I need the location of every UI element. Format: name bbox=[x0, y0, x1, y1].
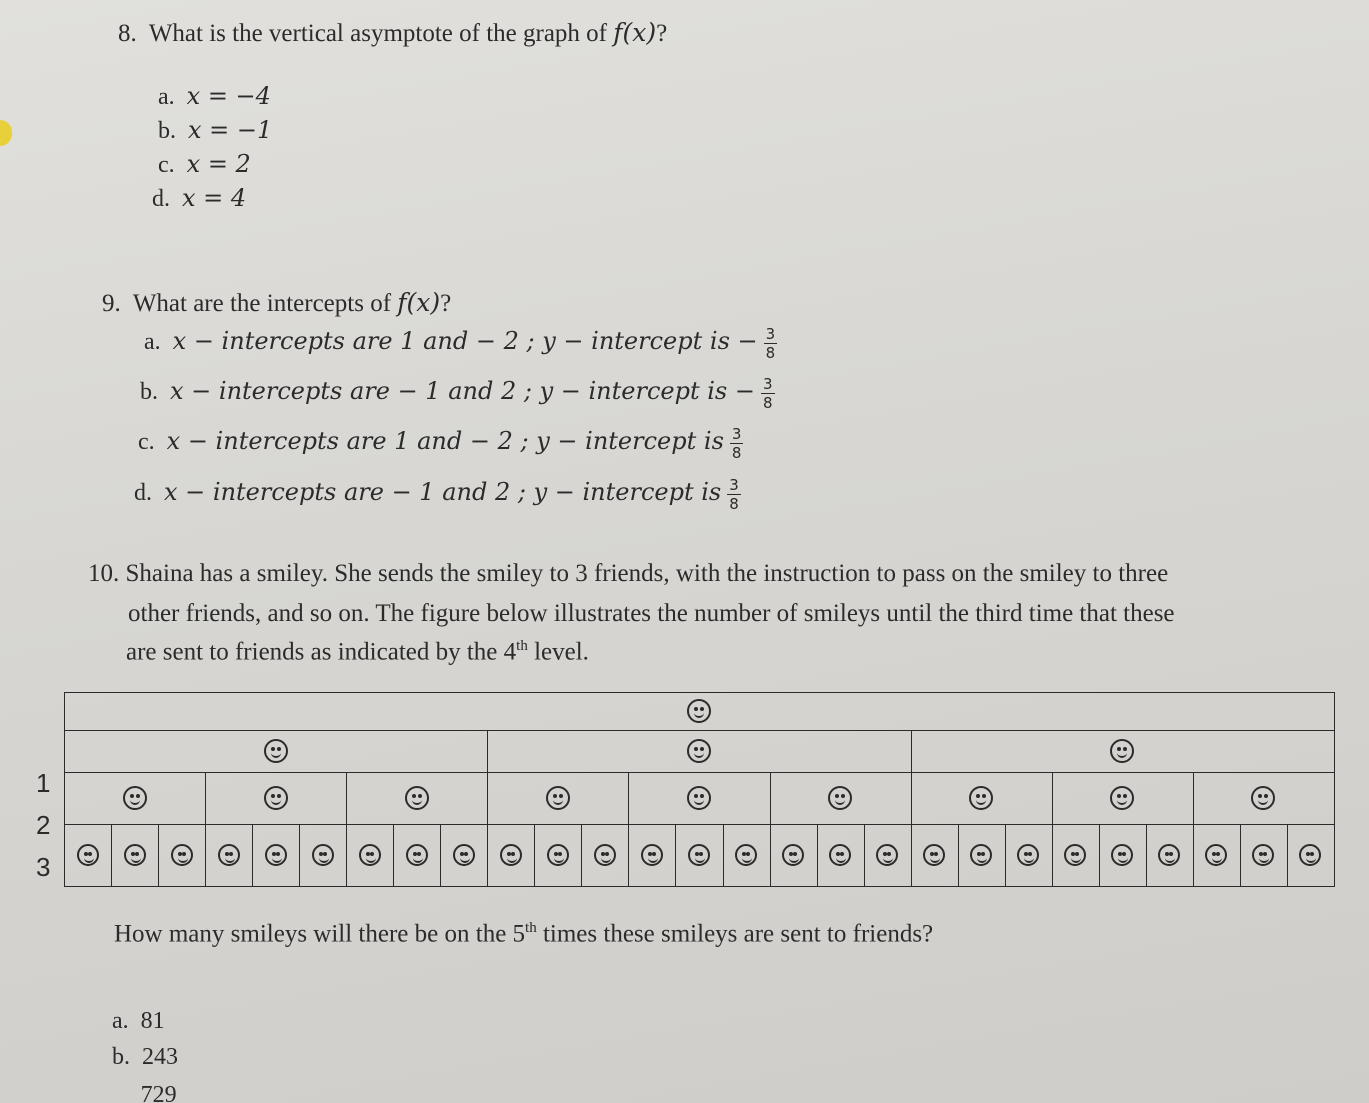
q9-qmark: ? bbox=[440, 290, 452, 317]
fraction bbox=[764, 325, 778, 362]
q9-number: 9. bbox=[102, 290, 121, 317]
smiley-icon bbox=[123, 786, 147, 810]
q8-option-d[interactable] bbox=[152, 184, 246, 213]
q10-question-text: How many smileys will there be on the 5 bbox=[114, 920, 526, 948]
option-equation: x = 4 bbox=[182, 184, 247, 212]
option-text: x − intercepts are − 1 and 2 ; y − intercept is bbox=[164, 478, 722, 507]
option-letter: c. bbox=[158, 152, 175, 178]
option-letter: a. bbox=[158, 84, 175, 110]
q8-function: f(x) bbox=[613, 18, 657, 47]
smiley-icon bbox=[547, 844, 569, 866]
option-letter: a. bbox=[144, 329, 161, 356]
q10-line-1 bbox=[88, 560, 1168, 588]
q8-qmark: ? bbox=[656, 20, 668, 47]
smiley-icon bbox=[688, 844, 710, 866]
fraction bbox=[730, 425, 744, 462]
fraction-denominator: 8 bbox=[762, 394, 773, 412]
smiley-icon bbox=[264, 786, 288, 810]
smiley-icon bbox=[782, 844, 804, 866]
smiley-icon bbox=[687, 739, 711, 763]
fraction-denominator: 8 bbox=[731, 444, 742, 462]
option-letter: b. bbox=[158, 118, 176, 144]
smiley-icon bbox=[77, 844, 99, 866]
smiley-icon bbox=[453, 844, 475, 866]
row-label-3: 3 bbox=[36, 852, 51, 882]
option-value: 729 bbox=[140, 1082, 177, 1103]
row-label-2: 2 bbox=[36, 810, 51, 840]
q8-text: What is the vertical asymptote of the graph of bbox=[148, 20, 607, 47]
smiley-icon bbox=[876, 844, 898, 866]
option-equation: x = −4 bbox=[186, 82, 271, 110]
fraction bbox=[761, 375, 775, 412]
q10-option-c[interactable] bbox=[112, 1082, 177, 1103]
smiley-icon bbox=[405, 786, 429, 810]
option-text: x − intercepts are 1 and − 2 ; y − intercept is − bbox=[172, 327, 758, 356]
smiley-icon bbox=[265, 844, 287, 866]
option-letter: d. bbox=[152, 186, 170, 212]
smiley-icon bbox=[171, 844, 193, 866]
smiley-icon bbox=[312, 844, 334, 866]
row-label-1: 1 bbox=[36, 768, 51, 798]
option-value: 81 bbox=[140, 1008, 165, 1034]
q8-option-b[interactable] bbox=[158, 116, 272, 145]
smiley-icon bbox=[687, 786, 711, 810]
fraction-numerator: 3 bbox=[762, 375, 773, 393]
option-letter: b. bbox=[140, 379, 158, 406]
option-letter: d. bbox=[134, 480, 152, 507]
smiley-icon bbox=[500, 844, 522, 866]
fraction-denominator: 8 bbox=[765, 344, 776, 362]
q8-option-a[interactable] bbox=[158, 82, 271, 111]
q8-number: 8. bbox=[118, 20, 137, 47]
smiley-icon bbox=[124, 844, 146, 866]
q9-question bbox=[102, 288, 451, 318]
q9-option-d[interactable] bbox=[134, 476, 741, 513]
smiley-icon bbox=[923, 844, 945, 866]
option-equation: x = 2 bbox=[186, 150, 251, 178]
ordinal-suffix: th bbox=[525, 920, 537, 936]
smiley-icon bbox=[546, 786, 570, 810]
smiley-icon bbox=[828, 786, 852, 810]
smiley-icon bbox=[829, 844, 851, 866]
q9-option-c[interactable] bbox=[138, 425, 743, 462]
fraction-numerator: 3 bbox=[765, 325, 776, 343]
smiley-icon bbox=[264, 739, 288, 763]
smiley-icon bbox=[406, 844, 428, 866]
smiley-icon bbox=[218, 844, 240, 866]
fraction-numerator: 3 bbox=[729, 476, 739, 494]
smiley-icon bbox=[687, 699, 711, 723]
smiley-icon bbox=[641, 844, 663, 866]
smiley-icon bbox=[359, 844, 381, 866]
option-letter: c. bbox=[138, 429, 155, 456]
fraction-numerator: 3 bbox=[731, 425, 742, 443]
option-text: x − intercepts are 1 and − 2 ; y − intercept is bbox=[166, 427, 724, 456]
q10-line-3-text: are sent to friends as indicated by the 4 bbox=[126, 638, 517, 666]
q9-function: f(x) bbox=[397, 288, 441, 317]
q10-text-line-1: Shaina has a smiley. She sends the smiley to 3 friends, with the instruction to pass on the smiley to three bbox=[125, 560, 1169, 587]
q8-question bbox=[118, 18, 667, 48]
ordinal-suffix: th bbox=[516, 638, 528, 654]
q10-option-a[interactable] bbox=[112, 1008, 165, 1035]
q9-option-b[interactable] bbox=[140, 375, 775, 412]
fraction bbox=[727, 476, 741, 513]
q10-question bbox=[114, 920, 933, 948]
smiley-icon bbox=[594, 844, 616, 866]
q9-option-a[interactable] bbox=[144, 325, 777, 362]
q10-option-b[interactable] bbox=[112, 1044, 178, 1071]
q10-line-3 bbox=[126, 638, 589, 666]
q10-line-2: other friends, and so on. The figure below illustrates the number of smileys until the third time that these bbox=[128, 600, 1175, 627]
smiley-icon bbox=[735, 844, 757, 866]
q10-question-end: times these smileys are sent to friends? bbox=[536, 920, 934, 948]
q8-option-c[interactable] bbox=[158, 150, 251, 179]
q9-text: What are the intercepts of bbox=[132, 290, 392, 317]
option-text: x − intercepts are − 1 and 2 ; y − intercept is − bbox=[170, 377, 755, 406]
option-letter: b. bbox=[112, 1044, 130, 1070]
fraction-denominator: 8 bbox=[729, 495, 739, 513]
option-value: 243 bbox=[142, 1044, 178, 1070]
q10-line-3-end: level. bbox=[527, 638, 589, 666]
option-equation: x = −1 bbox=[188, 116, 273, 144]
highlight-marker bbox=[0, 120, 12, 146]
option-letter: a. bbox=[112, 1008, 129, 1034]
q10-number: 10. bbox=[88, 560, 120, 587]
